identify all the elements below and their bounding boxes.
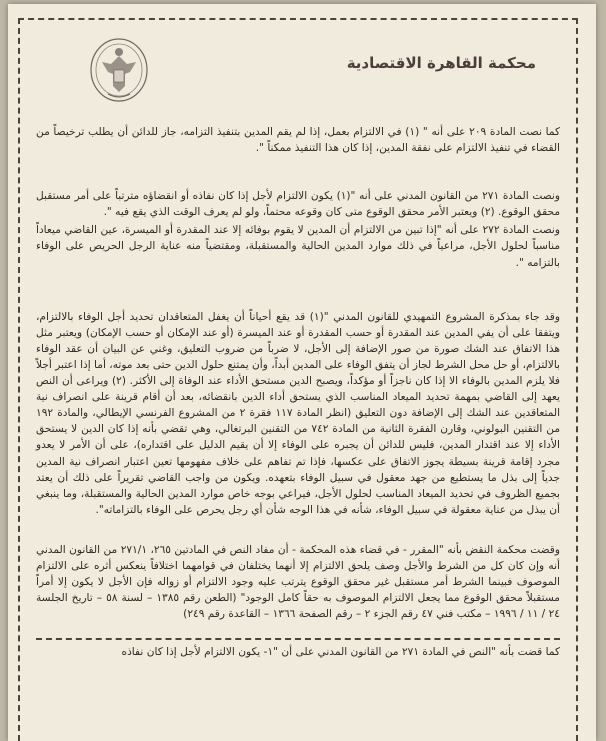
document-page: [8, 4, 596, 741]
paragraph: وقضت محكمة النقض بأنه "المقرر - في قضاء هذه المحكمة - أن مفاد النص في المادتين ٢٦٥، ٢٧١/١ من القانون المدني أنه وإن كان كل من الشرط والأجل وصف يلحق الالتزام إلا أنهما يختلفان في قوامهما اختلافاً ينعكس أثره على الالتزام الموصوف فبينما الشرط أمر مستقبل غير محقق الوقوع يترتب عليه وجود الالتزام أو زواله فإن الأجل لا يكون إلا أمراً مستقبلاً محقق الوقوع مما يجعل الالتزام الموصوف به حقاً كامل الوجود" (الطعن رقم ١٣٨٥ – لسنة ٥٨ – تاريخ الجلسة ٢٤ / ١١ / ١٩٩٦ – مكتب فني ٤٧ رقم الجزء ٢ – رقم الصفحة ١٣٦٦ – القاعدة رقم ٢٤٩): [36, 543, 560, 621]
republic-eagle-emblem-icon: [88, 34, 150, 104]
paragraph: كما قضت بأنه "النص في المادة ٢٧١ من القانون المدني على أن "١- يكون الالتزام لأجل إذا كان نفاذه: [36, 638, 560, 660]
document-body: [36, 124, 560, 660]
paragraph: وقد جاء بمذكرة المشروع التمهيدي للقانون المدني "(١) قد يقع أحياناً أن يغفل المتعاقدان تحديد أجل الوفاء بالالتزام، ويتفقا على أن يفي المدين عند المقدرة أو حسب المقدرة أو عند الميسرة (أو عند الإمكان أو حسب الإمكان) ويعتبر مثل هذا الاتفاق عند الشك صورة من صور الإضافة إلى الأجل، لا ضرباً من ضروب التعليق، وغني عن البيان أن عقد الوفاء بالالتزام، أو حل محل الشرط لجاز أن يتفق الوفاء على المدين أبداً، وأن يمتنع حلول الدين حتى بعد موته، أما إذا اعتبر أجلاً فلا يلزم المدين بالوفاء الا إذا كان ناجزاً أو مؤكداً، ويصبح الدين مستحق الأداء عند الوفاة إلى الأكثر. (٢) ويراعى أن النص يعهد إلى القاضي بمهمة تحديد الميعاد المناسب الذي يستحق أداء الدين بانقضائه، بعد أن أقام قرينة على انصراف نية المتعاقدين عند الشك إلى الإضافة دون التعليق (انظر المادة ١١٧ فقرة ٢ من المشروع الفرنسي الإيطالي، والمادة ١٩٢ من التقنين البولوني، وقارن الفقرة الثانية من المادة ٧٤٢ من التقنين البرتغالي، وهي تقضي بأنه إذا كان الدين لا يستحق الأداء إلا عند اقتدار المدين، فليس للدائن أن يجبره على الوفاء إلا أن يقيم الدليل على اقتداره)، على أن الأمر لا يعدو مجرد إقامة قرينة بسيطة يجوز الاتفاق على عكسها، فإذا تم تفاهم على خلاف مفهومها تعين اعتبار انصراف نية المدين جدياً إلى بذل ما يستطيع من جهد معقول في سبيل الوفاء بتعهده. ويكون من واجب القاضي تقريراً على ذلك أن يعتد بجميع الظروف في تحديد الميعاد المناسب لحلول الأجل، فيراعي بوجه خاص موارد المدين الحالية والمستقبلة، وما ينبغي أن يبذل من عناية معقولة في سبيل الوفاء، شأنه في هذا الوجه شأن أي رجل يحرص على الوفاء بالتزاماته".: [36, 310, 561, 516]
court-name: محكمة القاهرة الاقتصادية: [346, 54, 536, 72]
paragraph: ونصت المادة ٢٧١ من القانون المدني على أنه "(١) يكون الالتزام لأجل إذا كان نفاذه أو انقضاؤه مترتباً على أمر مستقبل محقق الوقوع. (٢) ويعتبر الأمر محقق الوقوع متى كان وقوعه محتماً، ولو لم يعرف الوقت الذي يقع فيه ".: [36, 190, 560, 219]
paragraph: ونصت المادة ٢٧٢ على أنه "إذا تبين من الالتزام أن المدين لا يقوم بوفائه إلا عند المقدرة أو الميسرة، عين القاضي ميعاداً مناسباً لحلول الأجل، مراعياً في ذلك موارد المدين الحالية والمستقبلة، ومقتضياً منه عناية الرجل الحريص على الوفاء بالتزامه ".: [36, 224, 560, 269]
paragraph: كما نصت المادة ٢٠٩ على أنه " (١) في الالتزام بعمل، إذا لم يقم المدين بتنفيذ التزامه، جاز للدائن أن يطلب ترخيصاً من القضاء في تنفيذ الالتزام على نفقة المدين، إذا كان هذا التنفيذ ممكناً ".: [36, 126, 561, 155]
letterhead: [38, 24, 566, 104]
